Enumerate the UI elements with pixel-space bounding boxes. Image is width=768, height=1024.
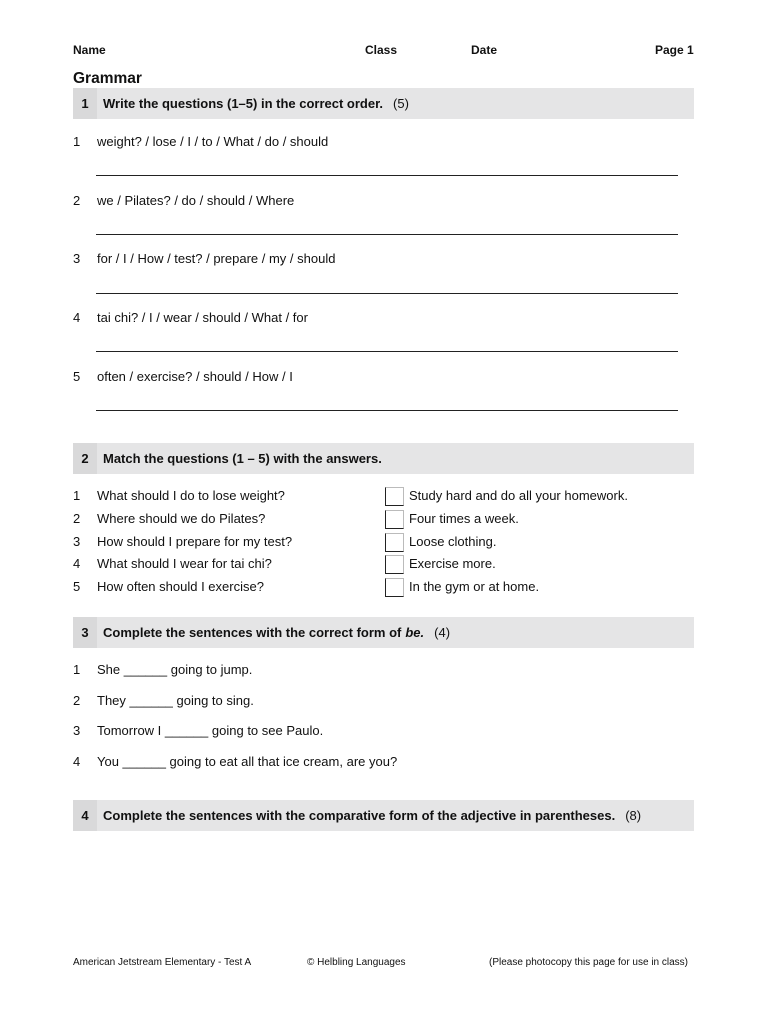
ex2-item-number: 2 [73, 511, 81, 526]
match-box[interactable] [385, 555, 404, 574]
ex2-item-number: 3 [73, 534, 81, 549]
ex2-question: What should I wear for tai chi? [97, 556, 272, 571]
match-box[interactable] [385, 533, 404, 552]
header-date-label: Date [471, 43, 498, 57]
ex3-item-text: You ______ going to eat all that ice cream, are you? [97, 754, 398, 769]
ex2-answer: Study hard and do all your homework. [409, 488, 628, 503]
exercise-4-instruction: Complete the sentences with the comparative form of the adjective in parentheses. [103, 808, 616, 823]
ex3-item-number: 4 [73, 754, 81, 769]
exercise-1-number: 1 [73, 88, 97, 119]
exercise-2-header [73, 443, 694, 474]
exercise-3-header [73, 617, 694, 648]
exercise-3-number: 3 [73, 617, 97, 648]
exercise-4-points: (8) [625, 808, 642, 823]
header-name-label: Name [73, 43, 106, 57]
answer-line[interactable] [96, 175, 678, 176]
exercise-3-instruction-emphasis: be. [405, 625, 425, 640]
exercise-3-instruction: Complete the sentences with the correct form of [103, 625, 402, 640]
ex2-answer: Four times a week. [409, 511, 519, 526]
ex1-item-text: often / exercise? / should / How / I [97, 369, 293, 384]
section-title: Grammar [73, 70, 142, 87]
ex3-item-number: 3 [73, 723, 81, 738]
match-box[interactable] [385, 487, 404, 506]
ex2-question: Where should we do Pilates? [97, 511, 266, 526]
ex3-item-text: She ______ going to jump. [97, 662, 253, 677]
answer-line[interactable] [96, 293, 678, 294]
ex2-question: How should I prepare for my test? [97, 534, 293, 549]
header-page-label: Page 1 [655, 43, 694, 57]
exercise-1-points: (5) [393, 96, 409, 111]
header-class-label: Class [365, 43, 398, 57]
ex2-question: What should I do to lose weight? [97, 488, 285, 503]
ex2-answer: Loose clothing. [409, 534, 497, 549]
ex1-item-number: 4 [73, 310, 81, 325]
ex1-item-text: tai chi? / I / wear / should / What / for [97, 310, 308, 325]
footer-copyright: © Helbling Languages [307, 957, 406, 968]
match-box[interactable] [385, 578, 404, 597]
ex1-item-text: weight? / lose / I / to / What / do / should [97, 134, 329, 149]
ex3-item-text: Tomorrow I ______ going to see Paulo. [97, 723, 324, 738]
exercise-2-number: 2 [73, 443, 97, 474]
answer-line[interactable] [96, 234, 678, 235]
ex1-item-number: 2 [73, 193, 81, 208]
ex1-item-number: 5 [73, 369, 81, 384]
ex3-item-number: 2 [73, 693, 81, 708]
answer-line[interactable] [96, 351, 678, 352]
exercise-1-instruction: Write the questions (1–5) in the correct order. [103, 96, 384, 111]
exercise-2-instruction: Match the questions (1 – 5) with the answers. [103, 451, 382, 466]
ex1-item-number: 3 [73, 251, 81, 266]
ex1-item-text: we / Pilates? / do / should / Where [97, 193, 295, 208]
ex2-answer: Exercise more. [409, 556, 496, 571]
ex1-item-text: for / I / How / test? / prepare / my / should [97, 251, 336, 266]
ex2-question: How often should I exercise? [97, 579, 264, 594]
ex3-item-number: 1 [73, 662, 81, 677]
ex1-item-number: 1 [73, 134, 81, 149]
exercise-4-header [73, 800, 694, 831]
exercise-4-number: 4 [73, 800, 97, 831]
exercise-3-points: (4) [434, 625, 451, 640]
exercise-1-header [73, 88, 694, 119]
match-box[interactable] [385, 510, 404, 529]
ex2-item-number: 5 [73, 579, 81, 594]
ex3-item-text: They ______ going to sing. [97, 693, 254, 708]
ex2-item-number: 1 [73, 488, 81, 503]
footer-photocopy-note: (Please photocopy this page for use in class) [489, 957, 688, 968]
answer-line[interactable] [96, 410, 678, 411]
footer-book-title: American Jetstream Elementary - Test A [73, 957, 252, 968]
ex2-answer: In the gym or at home. [409, 579, 540, 594]
ex2-item-number: 4 [73, 556, 81, 571]
